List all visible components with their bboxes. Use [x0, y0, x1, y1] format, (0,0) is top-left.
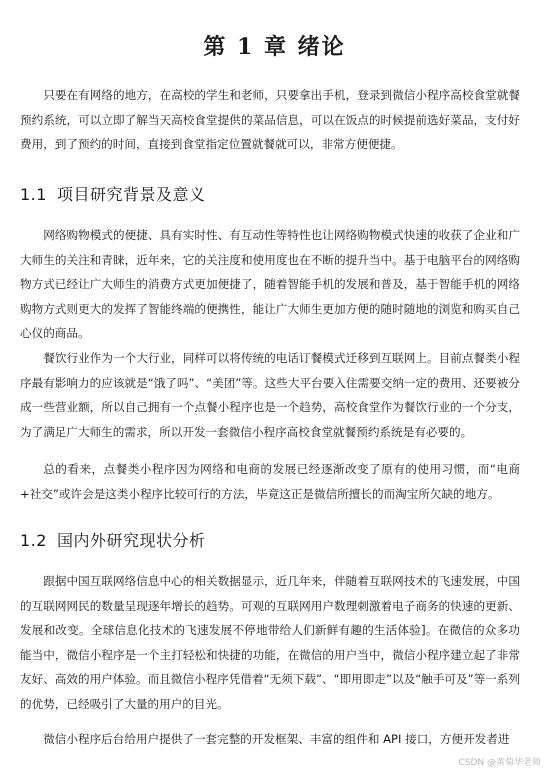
paragraph-research-1: 跟据中国互联网络信息中心的相关数据显示，近几年来，伴随着互联网技术的飞速发展，中国的互联网网民的数量呈现逐年增长的趋势。可观的互联网用户数理刺激着电子商务的快速的更新、发展和改变。全球信息化技术的飞速发展不停地带给人们新鲜有趣的生活体验]。在微信的众多功能当中，微信小程序是一个主打轻松和快捷的功能，在微信的用户当中，微信小程序建立起了非常友好、高效的用户体验。而且微信小程序凭借着“无须下载”、“即用即走”以及“触手可及”等一系列的优势，已经吸引了大量的用户的目光。 — [20, 574, 520, 711]
paragraph-background-2: 餐饮行业作为一个大行业，同样可以将传统的电话订餐模式迁移到互联网上。目前点餐类小程序最有影响力的应该就是“饿了吗”、“美团”等。这些大平台要入住需要交纳一定的费用、还要被分成一些营业额，所以自己拥有一个点餐小程序也是一个趋势，高校食堂作为餐饮行业的一个分支，为了满足广大师生的需求，所以开发一套微信小程序高校食堂就餐预约系统是有必要的。 — [20, 351, 520, 439]
section-number: 1.1 — [20, 185, 47, 204]
chapter-title: 第 1 章 绪论 — [203, 34, 346, 60]
csdn-watermark: CSDN @黄菊华老师 — [458, 758, 541, 768]
intro-paragraph: 只要在有网络的地方，在高校的学生和老师，只要拿出手机，登录到微信小程序高校食堂就餐预约系统，可以立即了解当天高校食堂提供的菜品信息，可以在饭点的时候提前选好菜品，支付好费用，到了预约的时间，直接到食堂指定位置就餐就可以，非常方便便捷。 — [20, 88, 520, 152]
section-number: 1.2 — [20, 531, 47, 550]
section-heading-1-1 — [20, 182, 205, 205]
paragraph-research-2: 微信小程序后台给用户提供了一套完整的开发框架、丰富的组件和 API 接口，方便开发者进 — [43, 732, 510, 746]
paragraph-background-1: 网络购物模式的便捷、具有实时性、有互动性等特性也让网络购物模式快速的收获了企业和广大师生的关注和青睐，近年来，它的关注度和使用度也在不断的提升当中。基于电脑平台的网络购物方式已经让广大师生的消费方式更加便捷了，随着智能手机的发展和普及，基于智能手机的网络购物方式则更大的发挥了智能终端的便携性，能让广大师生更加方便的随时随地的浏览和购买自己心仪的商品。 — [20, 228, 520, 341]
section-heading-1-2 — [20, 528, 205, 551]
paragraph-background-3: 总的看来，点餐类小程序因为网络和电商的发展已经逐渐改变了原有的使用习惯，而“电商+社交”或许会是这类小程序比较可行的方法，毕竟这正是微信所擅长的而淘宝所欠缺的地方。 — [20, 462, 520, 501]
section-title: 国内外研究现状分析 — [56, 531, 206, 550]
section-title: 项目研究背景及意义 — [56, 185, 206, 204]
